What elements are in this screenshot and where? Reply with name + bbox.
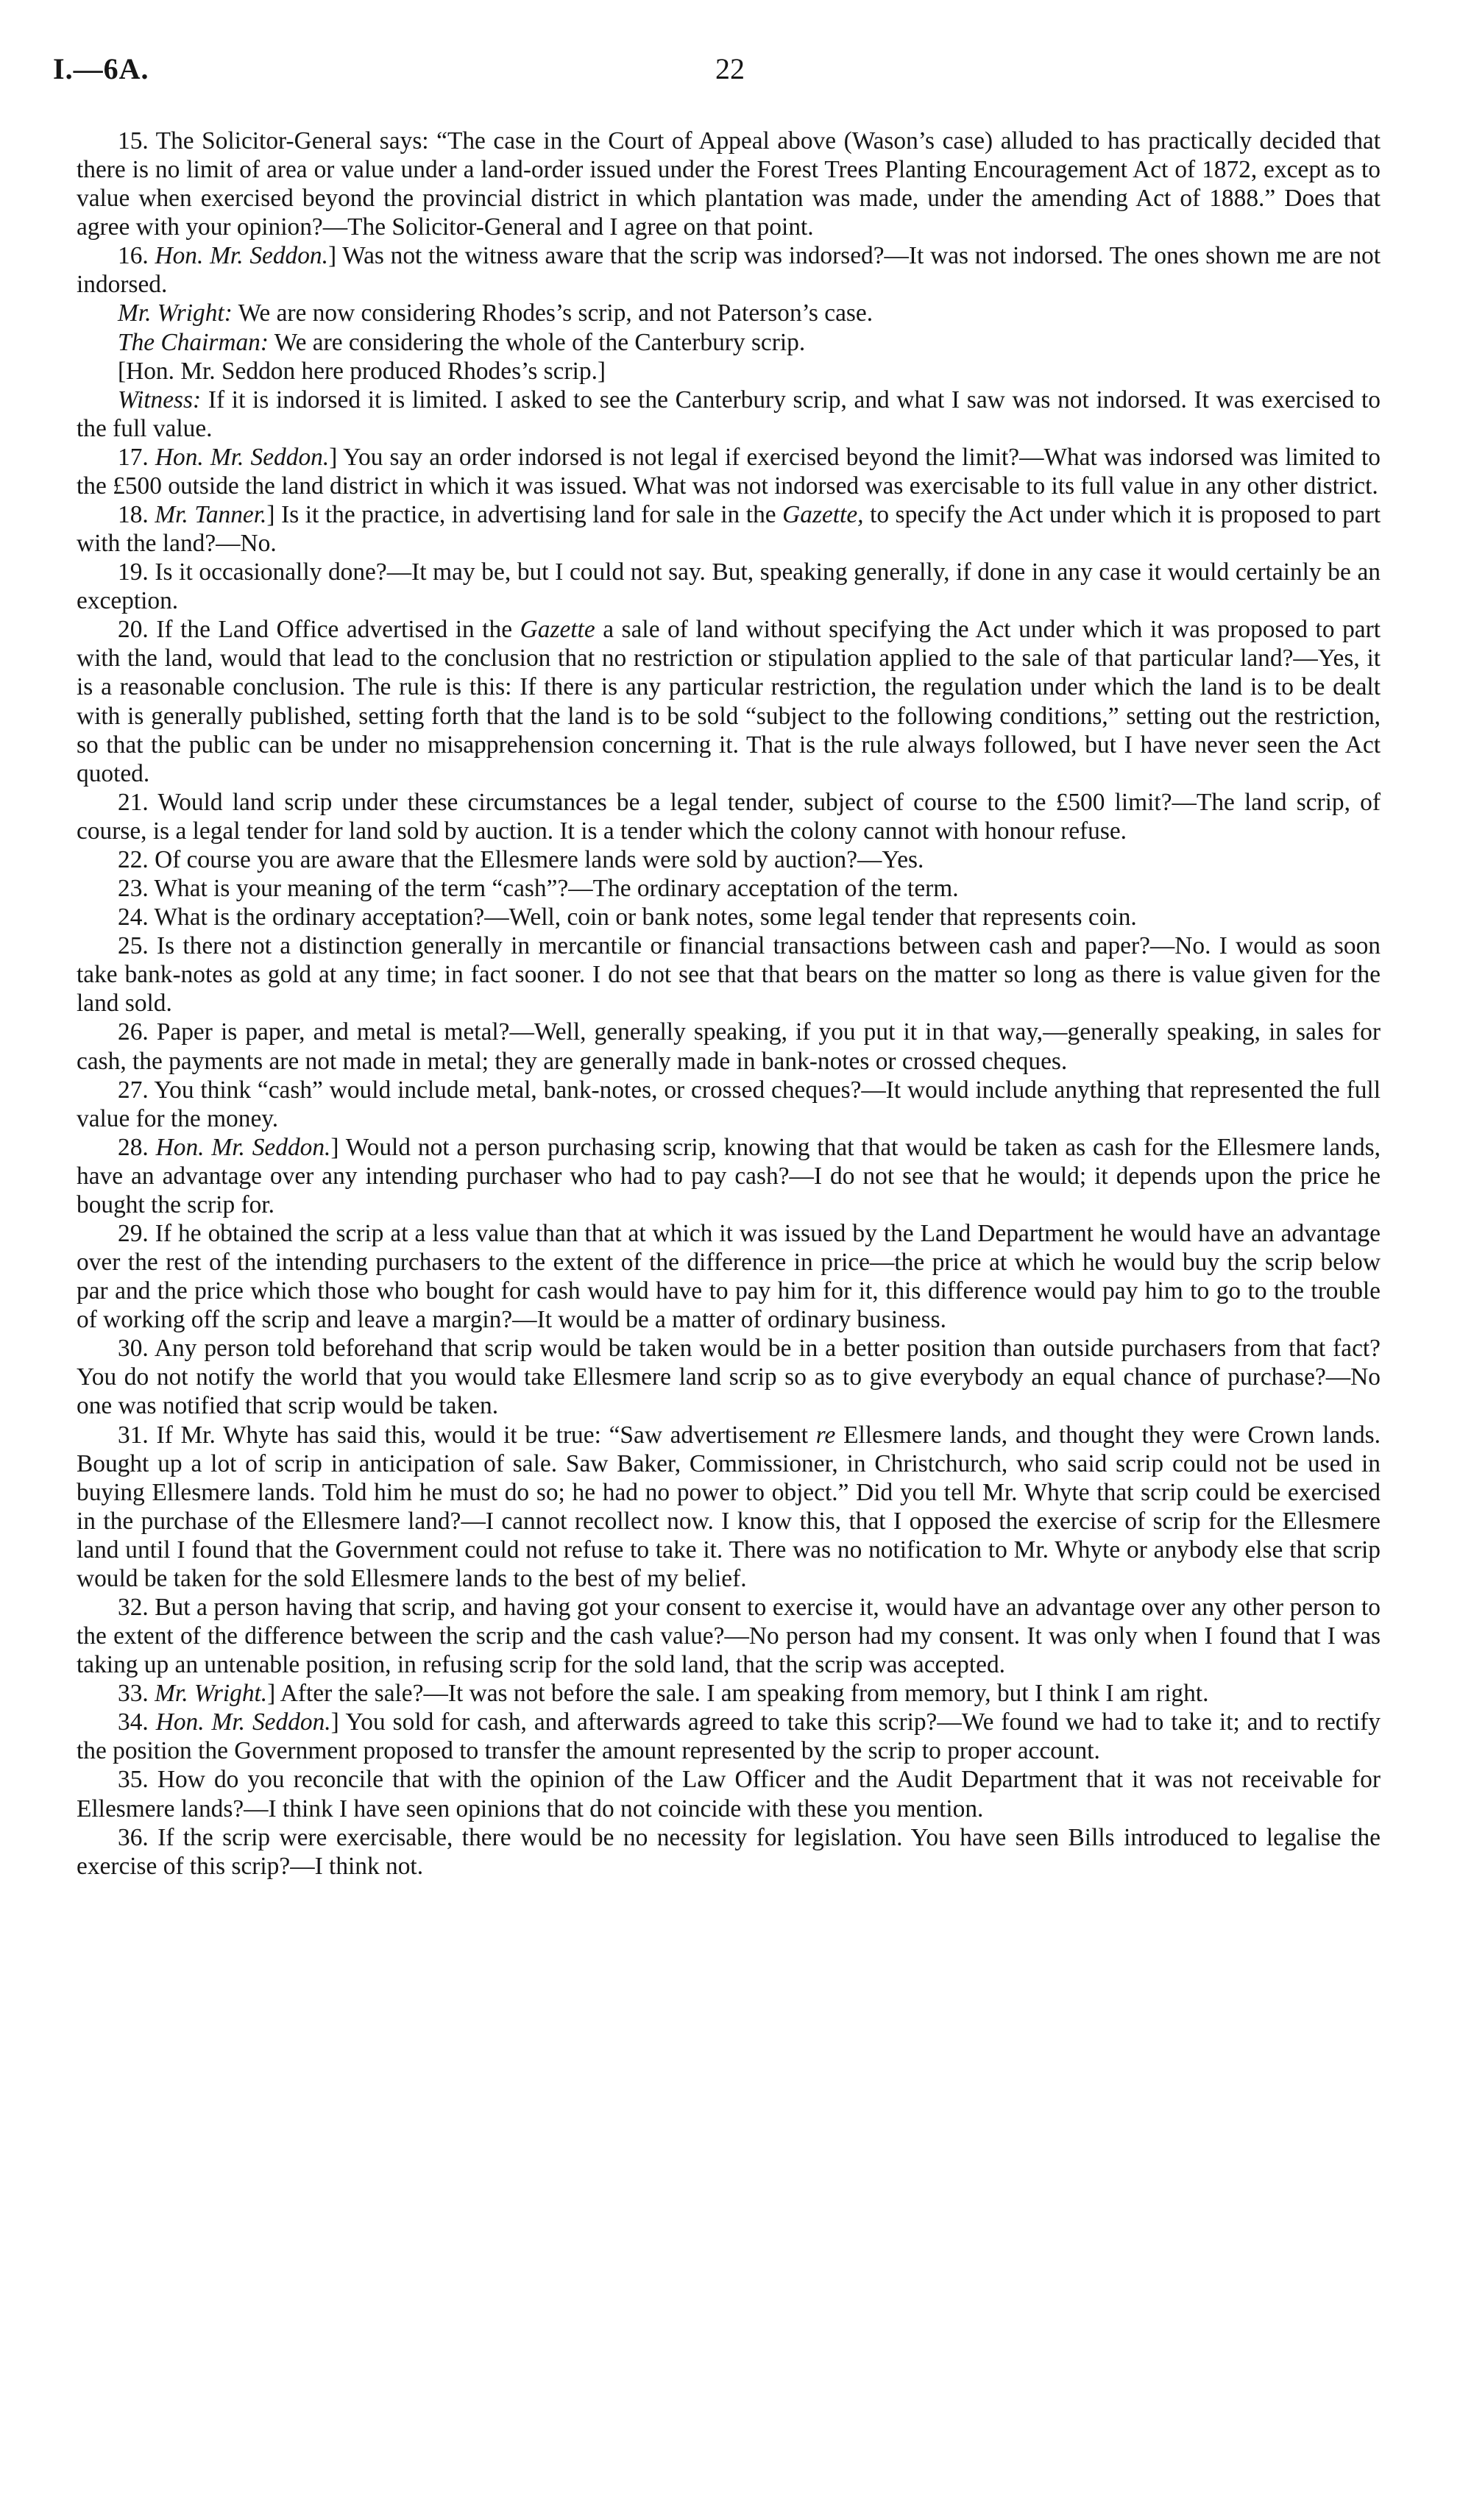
italic-text: Mr. Wright. [155, 1680, 268, 1708]
italic-text: Hon. Mr. Seddon. [155, 1708, 331, 1736]
paragraph [77, 1765, 1381, 1822]
paragraph-text: ] Is it the practice, in advertising land for sale in the [266, 501, 783, 529]
paragraph-text: We are considering the whole of the Canterbury scrip. [269, 328, 806, 356]
italic-text: re [815, 1421, 836, 1449]
italic-text: Hon. Mr. Seddon. [155, 242, 328, 270]
paragraph-text: If it is indorsed it is limited. I asked to see the Canterbury scrip, and what I saw was not indorsed. It was exercised to the full value. [77, 386, 1381, 442]
paragraph-text: ] Was not the witness aware that the scrip was indorsed?—It was not indorsed. The ones shown me are not indorsed. [77, 242, 1381, 299]
paragraph [77, 1421, 1381, 1593]
paragraph [77, 1334, 1381, 1420]
italic-text: The Chairman: [118, 328, 269, 356]
paragraph-text: 24. What is the ordinary acceptation?—Well, coin or bank notes, some legal tender that represents coin. [118, 904, 1137, 931]
paragraph [77, 1219, 1381, 1334]
italic-text: Hon. Mr. Seddon. [155, 1133, 331, 1161]
paragraph [77, 845, 1381, 874]
paragraph [77, 328, 1381, 357]
paragraph [77, 299, 1381, 327]
paragraph [77, 1823, 1381, 1881]
paragraph-text: 33. [118, 1680, 155, 1708]
paragraph-text: 30. Any person told beforehand that scrip would be taken would be in a better position than outside purchasers from that fact? You do not notify the world that you would take Ellesmere land scrip so as to give everybody an equal chance of purchase?—No one was notified that scrip would be taken. [77, 1335, 1381, 1420]
paragraph-text: 35. How do you reconcile that with the opinion of the Law Officer and the Audit Department that it was not receivable for Ellesmere lands?—I think I have seen opinions that do not coincide with these you mention. [77, 1766, 1381, 1822]
document-body [77, 127, 1381, 1881]
italic-text: Gazette [520, 616, 595, 644]
paragraph [77, 874, 1381, 903]
italic-text: Gazette, [782, 501, 864, 529]
paragraph [77, 903, 1381, 931]
italic-text: Mr. Tanner. [155, 501, 267, 529]
paragraph-text: 16. [118, 242, 155, 270]
paragraph-text: 29. If he obtained the scrip at a less value than that at which it was issued by the Land Department he would have an advantage over the rest of the intending purchasers to the extent of the difference in price—the price at which he would buy the scrip below par and the price which those who bought for cash would have to pay him for it, this difference would pay him to go to the trouble of working off the scrip and leave a margin?—It would be a matter of ordinary business. [77, 1219, 1381, 1334]
paragraph [77, 1679, 1381, 1708]
paragraph-text: 26. Paper is paper, and metal is metal?—Well, generally speaking, if you put it in that way,—generally speaking, in sales for cash, the payments are not made in metal; they are generally made in bank-notes or crossed cheques. [77, 1018, 1381, 1075]
paragraph-text: 34. [118, 1708, 156, 1736]
paragraph [77, 241, 1381, 299]
paragraph-text: We are now considering Rhodes’s scrip, and not Paterson’s case. [232, 299, 873, 327]
paragraph-text: ] You say an order indorsed is not legal if exercised beyond the limit?—What was indorsed was limited to the £500 outside the land district in which it was issued. What was not indorsed was exercisable to its full value in any other district. [77, 443, 1381, 500]
paragraph-text: 18. [118, 501, 155, 529]
page-number: 22 [715, 52, 745, 85]
paragraph [77, 1708, 1381, 1765]
paragraph-text: 22. Of course you are aware that the Ellesmere lands were sold by auction?—Yes. [118, 845, 924, 873]
italic-text: Hon. Mr. Seddon. [155, 443, 330, 471]
paragraph-text: [Hon. Mr. Seddon here produced Rhodes’s scrip.] [118, 357, 606, 385]
paragraph [77, 127, 1381, 241]
paragraph-text: 28. [118, 1133, 156, 1161]
paragraph [77, 558, 1381, 615]
paragraph [77, 1133, 1381, 1219]
paragraph-text: 25. Is there not a distinction generally in mercantile or financial transactions between cash and paper?—No. I would as soon take bank-notes as gold at any time; in fact sooner. I do not see that that bears on the matter so long as there is value given for the land sold. [77, 932, 1381, 1018]
italic-text: Witness: [118, 386, 202, 414]
paragraph [77, 1593, 1381, 1679]
paragraph-text: 20. If the Land Office advertised in the [118, 616, 520, 644]
page-header [53, 52, 1407, 96]
paragraph [77, 500, 1381, 558]
paragraph-text: 15. The Solicitor-General says: “The case in the Court of Appeal above (Wason’s case) alluded to has practically decided that there is no limit of area or value under a land-order issued under the Forest Trees Planting Encouragement Act of 1872, except as to value when exercised beyond the provincial district in which plantation was made, under the amending Act of 1888.” Does that agree with your opinion?—The Solicitor-General and I agree on that point. [77, 127, 1381, 241]
paragraph-text: Ellesmere lands, and thought they were Crown lands. Bought up a lot of scrip in anticipation of sale. Saw Baker, Commissioner, in Christchurch, who said scrip could not be used in buying Ellesmere lands. Told him he must do so; he had no power to object.” Did you tell Mr. Whyte that scrip could be exercised in the purchase of the Ellesmere land?—I cannot recollect now. I know this, that I opposed the exercise of scrip for the Ellesmere land until I found that the Government could not refuse to take it. There was no notification to Mr. Whyte or anybody else that scrip would be taken for the sold Ellesmere lands to the best of my belief. [77, 1421, 1381, 1592]
paragraph-text: a sale of land without specifying the Act under which it was proposed to part with the land, would that lead to the conclusion that no restriction or stipulation applied to the sale of that particular land?—Yes, it is a reasonable conclusion. The rule is this: If there is any particular restriction, the regulation under which the land is to be dealt with is generally published, setting forth that the land is to be sold “subject to the following conditions,” setting out the restriction, so that the public can be under no misapprehension concerning it. That is the rule always followed, but I have never seen the Act quoted. [77, 616, 1381, 787]
paragraph-text: ] Would not a person purchasing scrip, knowing that that would be taken as cash for the Ellesmere lands, have an advantage over any intending purchaser who had to pay cash?—I do not see that he would; it depends upon the price he bought the scrip for. [77, 1133, 1381, 1218]
document-reference: I.—6A. [53, 52, 149, 85]
paragraph [77, 1018, 1381, 1075]
paragraph-text: 23. What is your meaning of the term “cash”?—The ordinary acceptation of the term. [118, 875, 959, 903]
paragraph-text: ] After the sale?—It was not before the sale. I am speaking from memory, but I think I am right. [267, 1680, 1209, 1708]
paragraph-text: 36. If the scrip were exercisable, there would be no necessity for legislation. You have seen Bills introduced to legalise the exercise of this scrip?—I think not. [77, 1823, 1381, 1880]
paragraph [77, 931, 1381, 1018]
paragraph [77, 615, 1381, 787]
paragraph [77, 357, 1381, 386]
paragraph-text: 17. [118, 443, 155, 471]
italic-text: Mr. Wright: [118, 299, 233, 327]
paragraph-text: 27. You think “cash” would include metal, bank-notes, or crossed cheques?—It would include anything that represented the full value for the money. [77, 1076, 1381, 1132]
paragraph [77, 386, 1381, 443]
paragraph [77, 1076, 1381, 1133]
paragraph-text: 19. Is it occasionally done?—It may be, but I could not say. But, speaking generally, if done in any case it would certainly be an exception. [77, 558, 1381, 615]
paragraph-text: 32. But a person having that scrip, and having got your consent to exercise it, would have an advantage over any other person to the extent of the difference between the scrip and the cash value?—No person had my consent. It was only when I found that I was taking up an untenable position, in refusing scrip for the sold land, that the scrip was accepted. [77, 1593, 1381, 1679]
paragraph [77, 788, 1381, 845]
paragraph-text: 31. If Mr. Whyte has said this, would it be true: “Saw advertisement [118, 1421, 816, 1449]
paragraph-text: to specify the Act under which it is proposed to part with the land?—No. [77, 501, 1381, 558]
paragraph-text: ] You sold for cash, and afterwards agreed to take this scrip?—We found we had to take it; and to rectify the position the Government proposed to transfer the amount represented by the scrip to proper account. [77, 1708, 1381, 1765]
paragraph-text: 21. Would land scrip under these circumstances be a legal tender, subject of course to the £500 limit?—The land scrip, of course, is a legal tender for land sold by auction. It is a tender which the colony cannot with honour refuse. [77, 788, 1381, 845]
paragraph [77, 443, 1381, 500]
